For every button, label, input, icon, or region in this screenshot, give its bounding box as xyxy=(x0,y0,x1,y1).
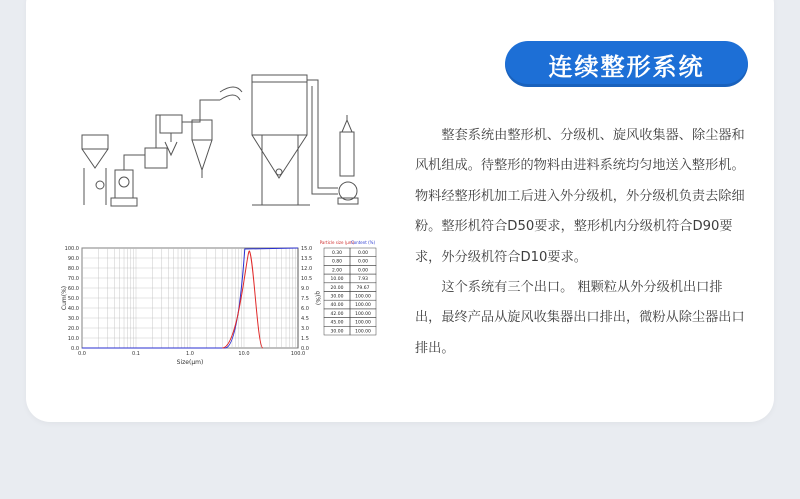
x-axis-label: Size(μm) xyxy=(176,359,204,366)
y-left-tick-label: 30.0 xyxy=(67,316,79,322)
y-left-tick-label: 10.0 xyxy=(67,336,79,342)
page-title xyxy=(505,41,748,87)
y-right-tick-label: 3.0 xyxy=(301,326,309,332)
y-right-tick-label: 0.0 xyxy=(301,346,309,352)
y-left-tick-label: 60.0 xyxy=(67,286,79,292)
y-left-tick-label: 80.0 xyxy=(67,266,79,272)
y-left-tick-label: 70.0 xyxy=(67,276,79,282)
y-left-tick-label: 50.0 xyxy=(67,296,79,302)
y-left-tick-label: 20.0 xyxy=(67,326,79,332)
table-content-value: 100.00 xyxy=(355,329,371,335)
table-size-value: 40.00 xyxy=(330,303,344,309)
table-content-value: 100.00 xyxy=(355,311,371,317)
y-right-tick-label: 10.5 xyxy=(301,276,313,282)
x-tick-label: 1.0 xyxy=(186,351,194,357)
table-size-value: 42.00 xyxy=(330,311,344,317)
y-left-tick-label: 100.0 xyxy=(64,246,79,252)
table-content-value: 0.00 xyxy=(357,259,369,265)
table-size-value: 20.00 xyxy=(330,285,344,291)
table-content-value: 79.67 xyxy=(356,285,370,291)
table-content-value: 7.93 xyxy=(357,277,369,283)
table-header-size: Particle size (μm) xyxy=(319,240,355,245)
table-size-value: 10.00 xyxy=(330,277,344,283)
table-content-value: 100.00 xyxy=(355,320,371,326)
table-size-value: 30.00 xyxy=(330,294,344,300)
y-right-tick-label: 6.0 xyxy=(301,306,309,312)
system-equipment-diagram xyxy=(70,60,400,220)
y-right-tick-label: 1.5 xyxy=(301,336,309,342)
x-tick-label: 0.0 xyxy=(78,351,86,357)
y-left-tick-label: 90.0 xyxy=(67,256,79,262)
x-tick-label: 100.0 xyxy=(290,351,306,357)
y-right-tick-label: 7.5 xyxy=(301,296,309,302)
y-right-tick-label: 13.5 xyxy=(301,256,313,262)
table-size-value: 0.30 xyxy=(331,251,343,256)
table-header-content: Content (%) xyxy=(350,240,376,245)
table-content-value: 100.00 xyxy=(355,303,371,309)
y-right-tick-label: 15.0 xyxy=(301,246,313,252)
y-axis-label-left: Cum(%) xyxy=(61,285,68,311)
y-right-tick-label: 9.0 xyxy=(301,286,309,292)
description-paragraph-1: 整套系统由整形机、分级机、旋风收集器、除尘器和风机组成。待整形的物料由进料系统均匀地送入整形机。物料经整形机加工后进入外分级机，外分级机负责去除细粉。整形机符合D50要求，整形机内分级机符合D90要求，外分级机符合D10要求。 xyxy=(415,128,745,265)
y-left-tick-label: 40.0 xyxy=(67,306,79,312)
y-axis-label-right: q(%) xyxy=(314,290,321,306)
system-description xyxy=(415,121,745,364)
particle-size-chart xyxy=(58,240,388,370)
table-size-value: 30.00 xyxy=(330,329,344,335)
x-tick-label: 0.1 xyxy=(132,351,140,357)
y-right-tick-label: 4.5 xyxy=(301,316,309,322)
table-content-value: 100.00 xyxy=(355,294,371,300)
table-size-value: 2.00 xyxy=(331,268,343,274)
table-size-value: 45.00 xyxy=(330,320,344,326)
y-left-tick-label: 0.0 xyxy=(71,346,79,352)
table-size-value: 0.80 xyxy=(331,259,343,265)
description-paragraph-2: 这个系统有三个出口。 粗颗粒从外分级机出口排出，最终产品从旋风收集器出口排出，微粉从除尘器出口排出。 xyxy=(415,280,745,356)
table-content-value: 0.00 xyxy=(357,268,369,274)
x-tick-label: 10.0 xyxy=(238,351,250,357)
table-content-value: 0.00 xyxy=(357,251,369,256)
page-title-text: 连续整形系统 xyxy=(548,52,705,81)
y-right-tick-label: 12.0 xyxy=(301,266,313,272)
